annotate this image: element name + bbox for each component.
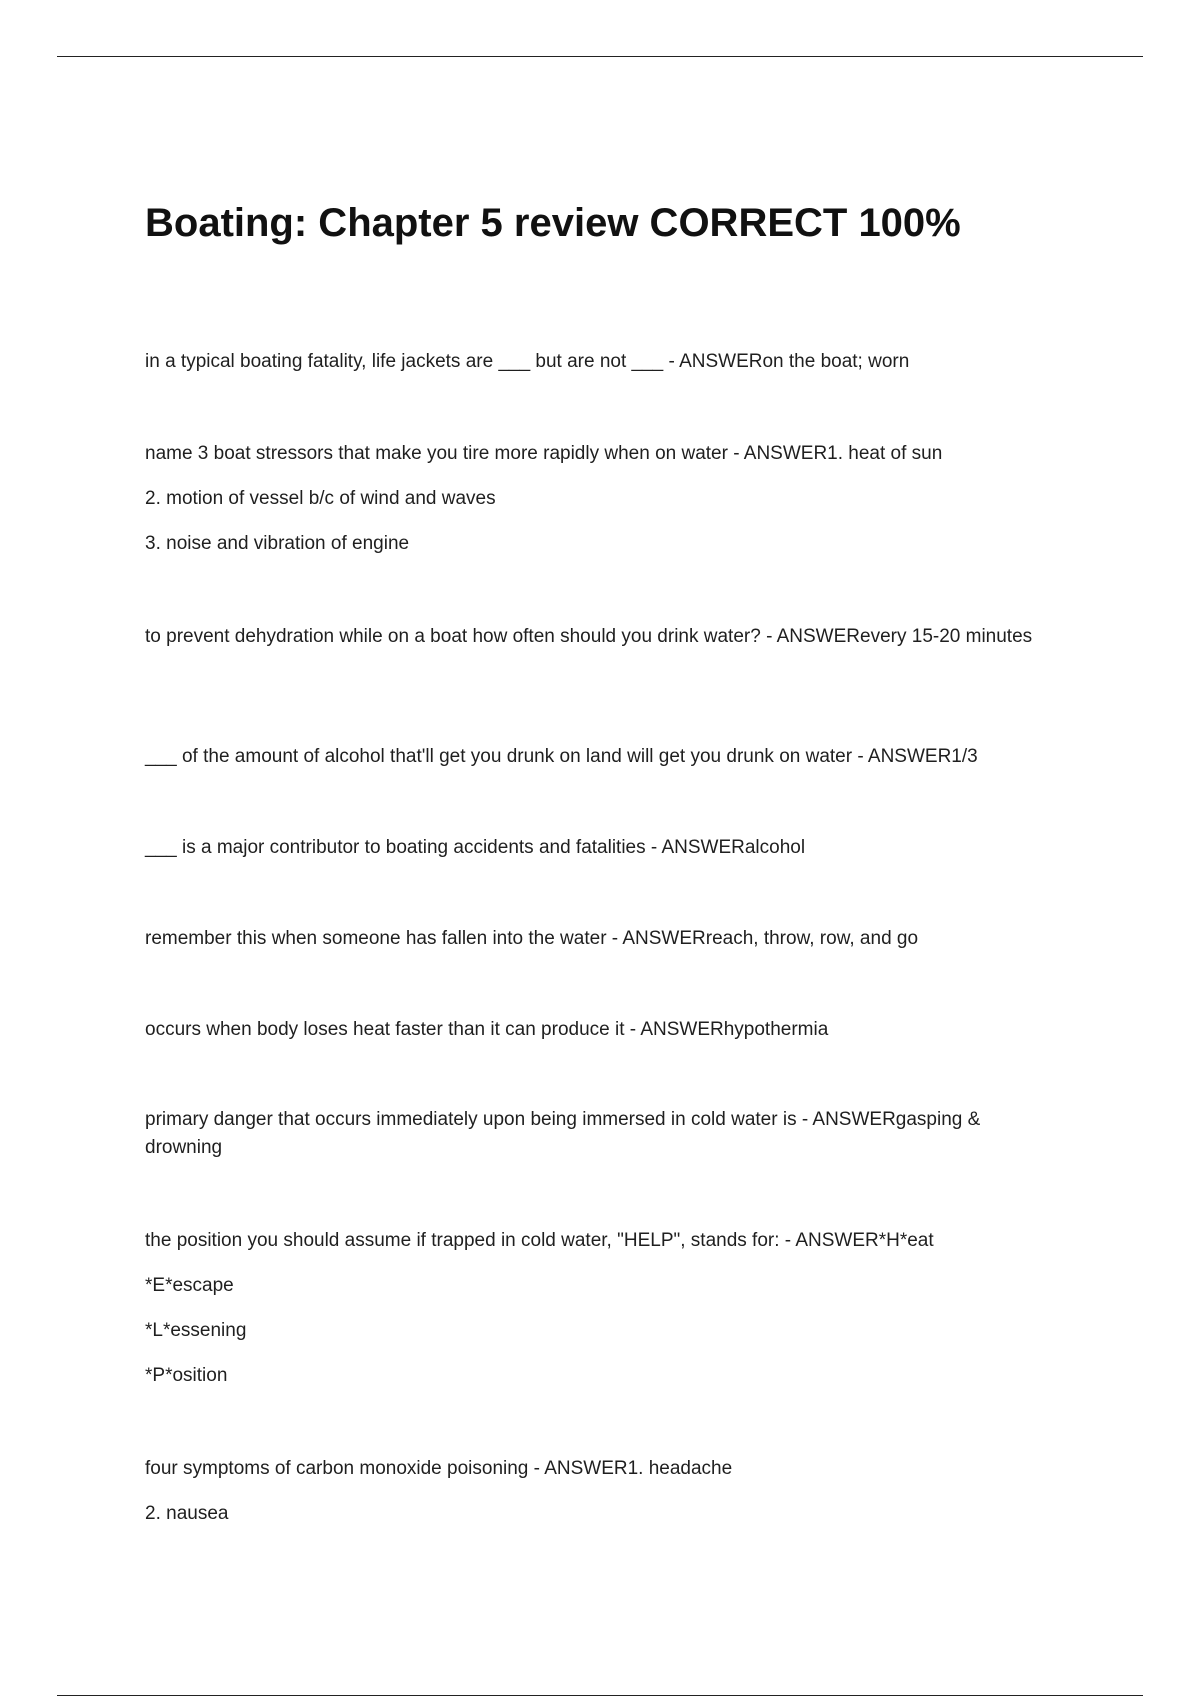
bottom-rule <box>57 1695 1143 1696</box>
qa-line: 3. noise and vibration of engine <box>145 533 410 554</box>
qa-line: the position you should assume if trapped in cold water, "HELP", stands for: - ANSWER*H*eat <box>145 1230 934 1251</box>
qa-item <box>145 348 1050 376</box>
qa-item <box>145 623 1050 651</box>
qa-item <box>145 834 1050 862</box>
qa-line: ___ is a major contributor to boating accidents and fatalities - ANSWERalcohol <box>145 837 806 858</box>
qa-line: in a typical boating fatality, life jackets are ___ but are not ___ - ANSWERon the boat; worn <box>145 351 910 372</box>
qa-item <box>145 1227 1050 1390</box>
qa-line: four symptoms of carbon monoxide poisoning - ANSWER1. headache <box>145 1458 733 1479</box>
qa-item <box>145 440 1050 558</box>
qa-line: name 3 boat stressors that make you tire more rapidly when on water - ANSWER1. heat of sun <box>145 443 943 464</box>
qa-item <box>145 743 1050 771</box>
qa-line: 2. motion of vessel b/c of wind and waves <box>145 488 496 509</box>
qa-item <box>145 925 1050 953</box>
qa-item <box>145 1455 1050 1528</box>
qa-item <box>145 1016 1050 1044</box>
qa-line: *E*escape <box>145 1275 234 1296</box>
qa-line: remember this when someone has fallen into the water - ANSWERreach, throw, row, and go <box>145 928 919 949</box>
page-title: Boating: Chapter 5 review CORRECT 100% <box>145 201 961 245</box>
qa-line: ___ of the amount of alcohol that'll get you drunk on land will get you drunk on water - ANSWER1/3 <box>145 746 978 767</box>
qa-item <box>145 1106 1050 1162</box>
qa-line: primary danger that occurs immediately upon being immersed in cold water is - ANSWERgasping & drowning <box>145 1109 981 1158</box>
qa-line: *P*osition <box>145 1365 228 1386</box>
qa-line: to prevent dehydration while on a boat how often should you drink water? - ANSWERevery 15-20 minutes <box>145 626 1033 647</box>
qa-line: 2. nausea <box>145 1503 229 1524</box>
top-rule <box>57 56 1143 57</box>
qa-line: *L*essening <box>145 1320 247 1341</box>
qa-line: occurs when body loses heat faster than it can produce it - ANSWERhypothermia <box>145 1019 829 1040</box>
